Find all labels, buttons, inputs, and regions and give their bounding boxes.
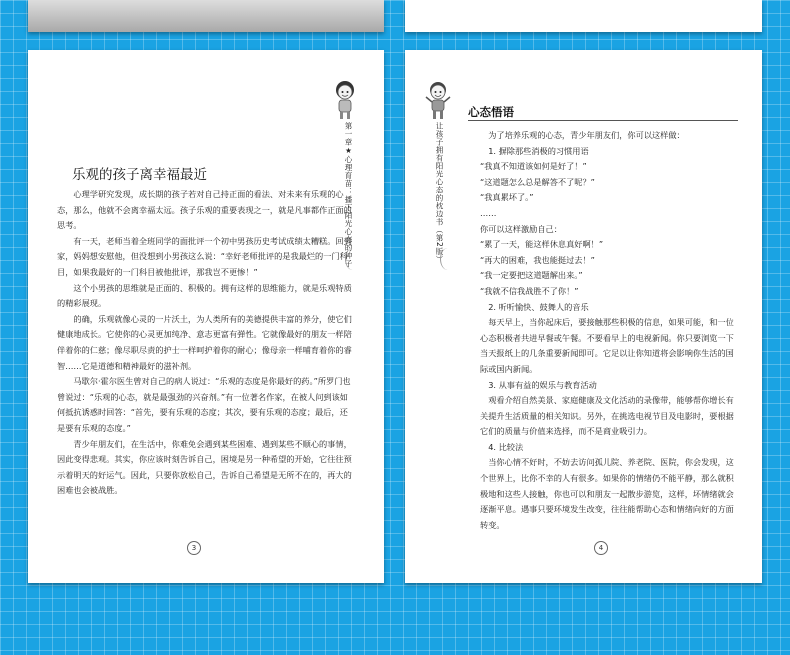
previous-page-bottom-left <box>28 0 384 32</box>
tip-line: 2. 听听愉快、鼓舞人的音乐 <box>488 301 589 312</box>
paragraph: 马歇尔·霍尔医生曾对自己的病人说过：“乐观的态度是你最好的药。”所罗门也曾说过：“乐观的心态，就是最强劲的兴奋剂。”有一位著名作家，在被人问到该如何抵抗诱惑时回答：“首先，要有乐观的态度；其次，要有乐观的态度；最后，还是要有乐观的态度。” <box>57 376 351 433</box>
tip-line: 每天早上，当你起床后，要接触那些积极的信息，如果可能，和一位心态积极者共进早餐或午餐。不要看早上的电视新闻。你只要浏览一下当天报纸上的几条重要新闻即可。它足以让你知道将会影响你生活的国际或国内新闻。 <box>480 317 734 374</box>
paragraph: 的确，乐观就像心灵的一片沃土，为人类所有的美德提供丰富的养分，使它们健康地成长。它使你的心灵更加纯净、意志更富有弹性。它就像最好的朋友一样陪伴着你的仁慈；像尽职尽责的护士一样呵护着你的耐心；像母亲一样哺育着你的睿智……它是道德和精神最好的滋补剂。 <box>57 313 352 371</box>
article-title: 乐观的孩子离幸福最近 <box>72 167 207 183</box>
tip-line: 当你心情不好时，不妨去访问孤儿院、养老院、医院，你会发现，这个世界上，比你不幸的人有很多。如果你的情绪仍不能平静，那么就积极地和这些人接触，你也可以和朋友一起散步游览，这样，坏情绪就会逐渐平息。遇事只要环境发生改变，往往能帮助心态和情绪向好的方面转变。 <box>480 457 734 530</box>
page-number-value: 4 <box>594 541 608 555</box>
article-body <box>57 187 355 499</box>
tip-line: 为了培养乐观的心态，青少年朋友们，你可以这样做： <box>488 130 685 140</box>
paragraph: 青少年朋友们，在生活中，你难免会遇到某些困难、遇到某些不顺心的事情，因此变得悲观。其实，你应该时刻告诉自己，困境是另一种希望的开始，它往往预示着明天的好运气。因此，只要你放松自己，告诉自己希望是无所不在的，再大的困难也会被战胜。 <box>57 438 352 496</box>
tip-line: “这道题怎么总是解答不了呢？” <box>480 176 595 187</box>
book-vertical-title: 让孩子拥有阳光心态的枕边书（第2版） <box>435 122 444 264</box>
tip-line: “我真累坏了。” <box>480 192 534 203</box>
heading-underline <box>468 120 738 121</box>
tip-line: 你可以这样激励自己： <box>480 223 562 234</box>
decorative-swirl-icon <box>440 248 455 270</box>
tips-body <box>480 128 737 533</box>
cartoon-boy-icon <box>423 80 453 126</box>
page-number-value: 3 <box>187 541 201 555</box>
tip-line: 3. 从事有益的娱乐与教育活动 <box>488 379 597 390</box>
tip-line: …… <box>480 207 497 218</box>
paragraph: 有一天，老师当着全班同学的面批评一个初中男孩历史考试成绩太糟糕。回到家，妈妈想安慰他，但没想到小男孩这么说：“幸好老师批评的是我最烂的一门科目，如果我最好的一门科目被他批评，那我岂不更惨！” <box>57 235 352 277</box>
paragraph: 这个小男孩的思维就是正面的、积极的。拥有这样的思维能力，就是乐观特质的精彩展现。 <box>57 282 352 309</box>
paragraph: 心理学研究发现，成长期的孩子若对自己持正面的看法、对未来有乐观的心态，那么，他就不会离幸福太远。孩子乐观的重要表现之一，就是凡事都作正面的思考。 <box>57 189 352 231</box>
cartoon-girl-icon <box>330 78 360 124</box>
previous-page-bottom-right <box>405 0 762 32</box>
tip-line: 4. 比较法 <box>488 441 524 452</box>
tip-line: 观看介绍自然美景、家庭健康及文化活动的录像带，能够帮你增长有关提升生活质量的相关知识。另外，在挑选电视节目及电影时，要根据它们的质量与价值来选择，而不是商业吸引力。 <box>480 395 734 437</box>
tip-line: “我就不信我战胜不了你！” <box>480 285 579 296</box>
page-number <box>591 541 611 555</box>
tip-line: “我一定要把这道题解出来。” <box>480 270 583 281</box>
tip-line: “再大的困难，我也能挺过去！” <box>480 254 595 265</box>
tip-line: 1. 摒除那些消极的习惯用语 <box>488 145 589 156</box>
tip-line: “累了一天，能这样休息真好啊！” <box>480 239 604 250</box>
tip-line: “我真不知道该如何是好了！” <box>480 161 587 172</box>
section-heading: 心态悟语 <box>468 105 514 119</box>
chapter-vertical-text: 第一章★心理育苗：播下阳光心态的种子 <box>344 122 353 268</box>
decorative-swirl-icon <box>345 248 360 270</box>
page-number <box>184 541 204 555</box>
